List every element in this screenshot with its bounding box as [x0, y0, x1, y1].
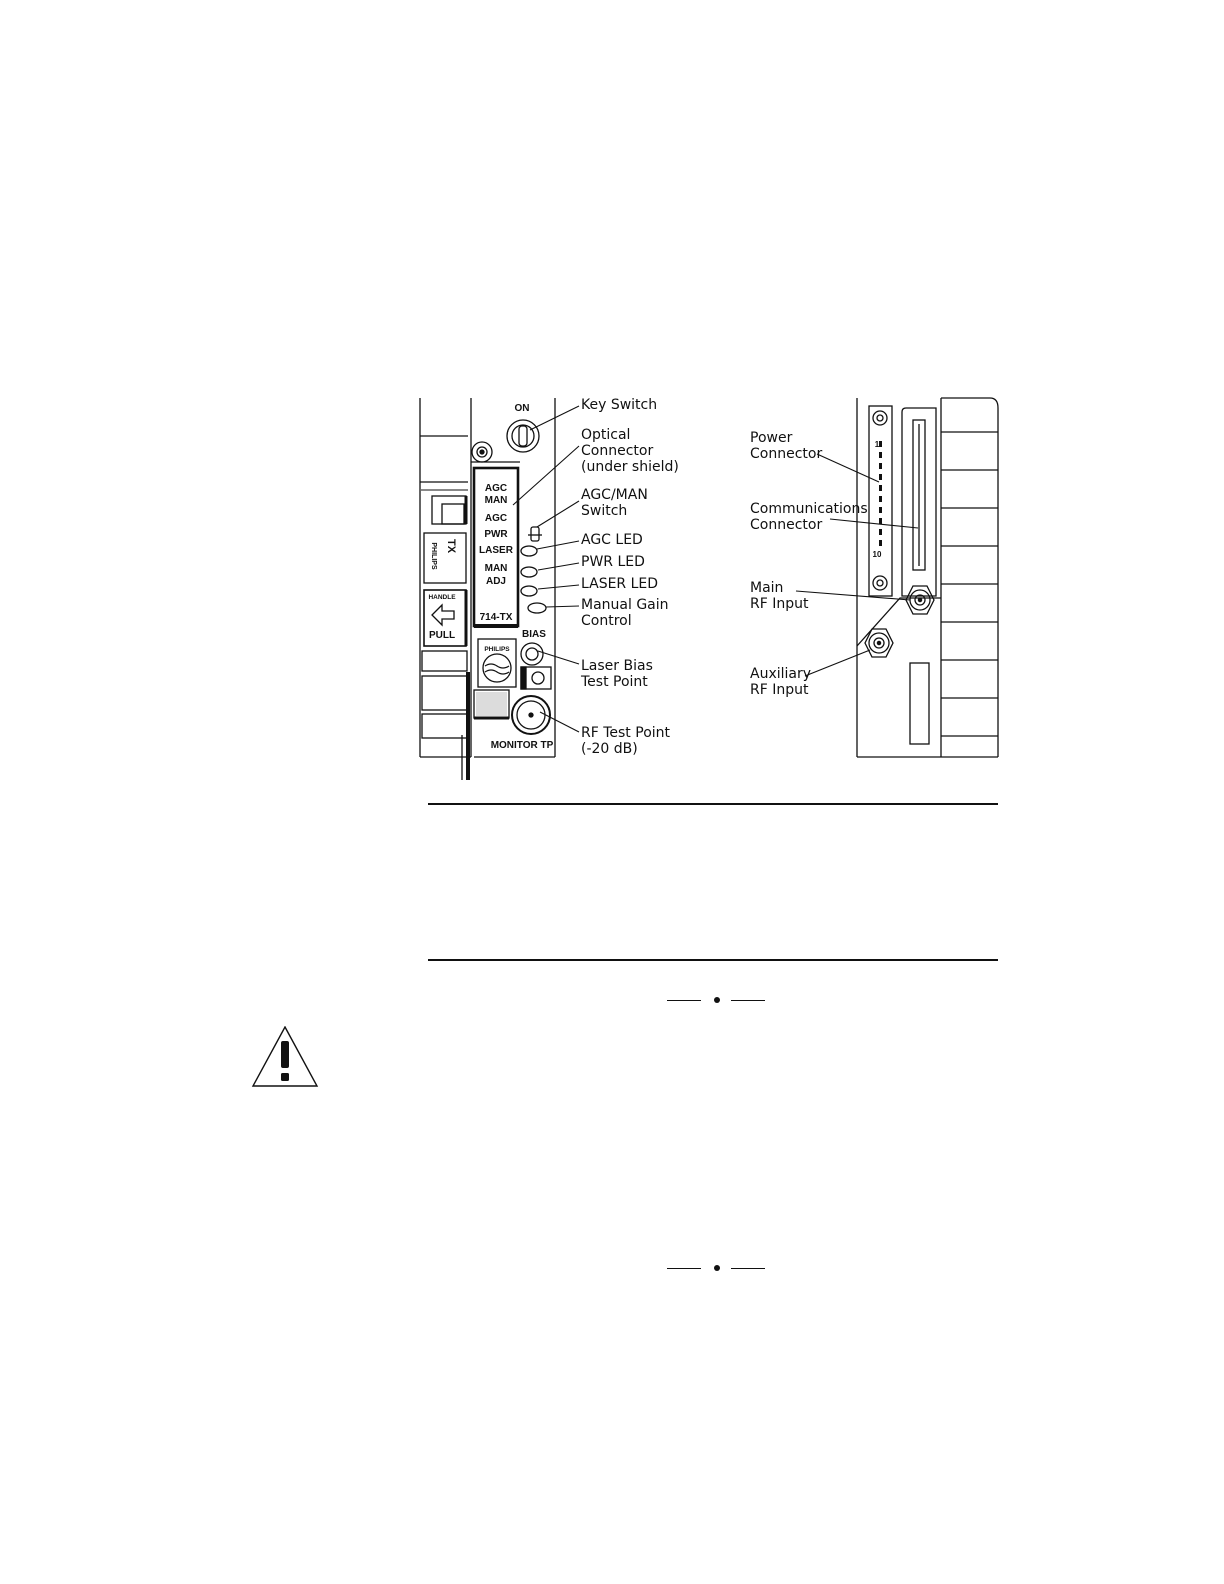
rear-panel-figure: [857, 398, 998, 757]
aux-rf-callout-2: RF Input: [750, 682, 809, 698]
pin-first-label: 1: [874, 440, 880, 449]
bias-label: BIAS: [522, 629, 546, 640]
main-rf-callout-1: Main: [750, 580, 784, 596]
pwr-label: PWR: [484, 529, 508, 540]
manual-gain-callout-1: Manual Gain: [581, 597, 669, 613]
agc-man-label-1: AGC: [484, 483, 508, 494]
laser-bias-callout-2: Test Point: [581, 674, 648, 690]
philips-badge-label: PHILIPS: [484, 646, 510, 653]
side-brand-label: PHILIPS: [430, 542, 437, 570]
agc-label: AGC: [484, 513, 508, 524]
front-panel-figure: [420, 398, 555, 780]
section-separator-2: [667, 1264, 765, 1274]
agc-man-label-2: MAN: [484, 495, 508, 506]
man-adj-label-1: MAN: [484, 563, 508, 574]
handle-label: HANDLE: [428, 594, 456, 601]
on-label: ON: [514, 403, 530, 414]
monitor-tp-label: MONITOR TP: [490, 740, 554, 751]
section-separator-1: [667, 996, 765, 1006]
optical-connector-callout-3: (under shield): [581, 459, 679, 475]
agc-man-switch-callout-2: Switch: [581, 503, 628, 519]
power-connector-pins: [879, 441, 882, 546]
side-tx-label: TX: [445, 538, 457, 554]
top-rule: [428, 803, 998, 805]
laser-label: LASER: [479, 545, 513, 556]
manual-gain-callout-2: Control: [581, 613, 632, 629]
optical-connector-callout-1: Optical: [581, 427, 631, 443]
comm-connector-callout-2: Connector: [750, 517, 823, 533]
agc-man-switch-callout-1: AGC/MAN: [581, 487, 648, 503]
rf-test-point-callout-2: (-20 dB): [581, 741, 638, 757]
laser-bias-callout-1: Laser Bias: [581, 658, 653, 674]
bottom-rule: [428, 959, 998, 961]
optical-connector-callout-2: Connector: [581, 443, 654, 459]
warning-icon: [251, 1026, 319, 1088]
model-label: 714-TX: [479, 612, 513, 623]
arrow-left-icon: [432, 605, 454, 625]
key-switch-callout: Key Switch: [581, 397, 658, 413]
laser-led-callout: LASER LED: [581, 576, 659, 592]
pin-last-label: 10: [872, 550, 882, 559]
pull-label: PULL: [428, 630, 456, 641]
main-rf-callout-2: RF Input: [750, 596, 809, 612]
pwr-led-callout: PWR LED: [581, 554, 645, 570]
comm-connector-callout-1: Communications: [750, 501, 868, 517]
power-connector-callout-1: Power: [750, 430, 793, 446]
agc-led-callout: AGC LED: [581, 532, 643, 548]
power-connector-callout-2: Connector: [750, 446, 823, 462]
rf-test-point-callout-1: RF Test Point: [581, 725, 671, 741]
aux-rf-callout-1: Auxiliary: [750, 666, 812, 682]
man-adj-label-2: ADJ: [485, 576, 507, 587]
